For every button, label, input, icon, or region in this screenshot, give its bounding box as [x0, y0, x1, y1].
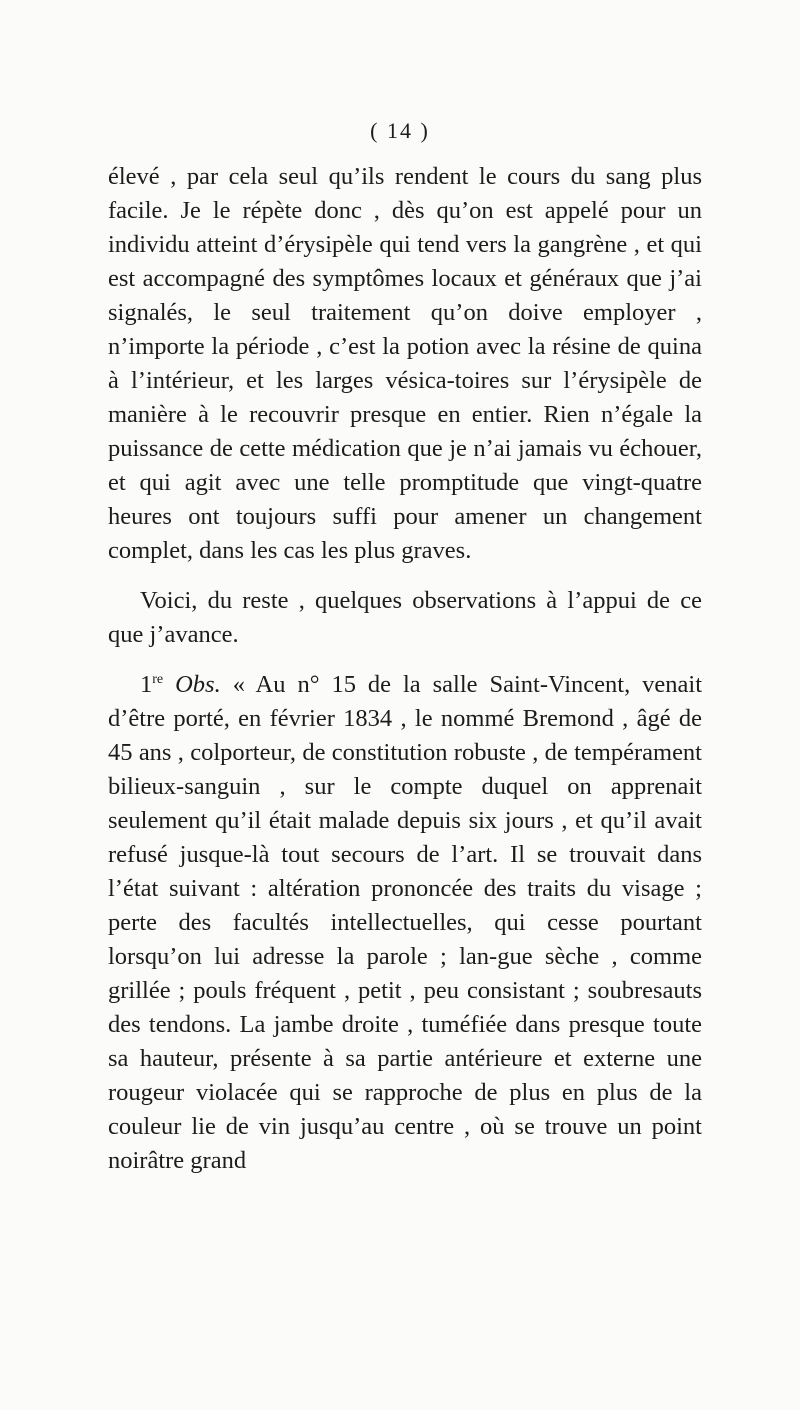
- observation-label: Obs.: [175, 671, 221, 698]
- paragraph-observations-intro: Voici, du reste , quelques observations à l’appui de ce que j’avance.: [108, 587, 702, 648]
- paragraph-observation-1: [108, 668, 702, 1178]
- observation-ordinal: 1: [140, 671, 153, 698]
- observation-text: « Au n° 15 de la salle Saint-Vincent, venait d’être porté, en février 1834 , le nommé Bremond , âgé de 45 ans , colporteur, de constitution robuste , de tempérament bilieux-sanguin , sur le compte duquel on apprenait seulement qu’il était malade depuis six jours , et qu’il avait refusé jusque-là tout secours de l’art. Il se trouvait dans l’état suivant : altération prononcée des traits du visage ; perte des facultés intellectuelles, qui cesse pourtant lorsqu’on lui adresse la parole ; lan-gue sèche , comme grillée ; pouls fréquent , petit , peu consistant ; soubresauts des tendons. La jambe droite , tuméfiée dans presque toute sa hauteur, présente à sa partie antérieure et externe une rougeur violacée qui se rapproche de plus en plus de la couleur lie de vin jusqu’au centre , où se trouve un point noirâtre grand: [108, 671, 703, 1174]
- observation-ordinal-suffix: re: [152, 672, 164, 687]
- body-text: [108, 160, 702, 1178]
- page-number: ( 14 ): [370, 118, 430, 143]
- paragraph-treatment: élevé , par cela seul qu’ils rendent le cours du sang plus facile. Je le répète donc , dès qu’on est appelé pour un individu atteint d’érysipèle qui tend vers la gangrène , et qui est accompagné des symptômes locaux et généraux que j’ai signalés, le seul traitement qu’on doive employer , n’importe la période , c’est la potion avec la résine de quina à l’intérieur, et les larges vésica-toires sur l’érysipèle de manière à le recouvrir presque en entier. Rien n’égale la puissance de cette médication que je n’ai jamais vu échouer, et qui agit avec une telle promptitude que vingt-quatre heures ont toujours suffi pour amener un changement complet, dans les cas les plus graves.: [108, 163, 702, 564]
